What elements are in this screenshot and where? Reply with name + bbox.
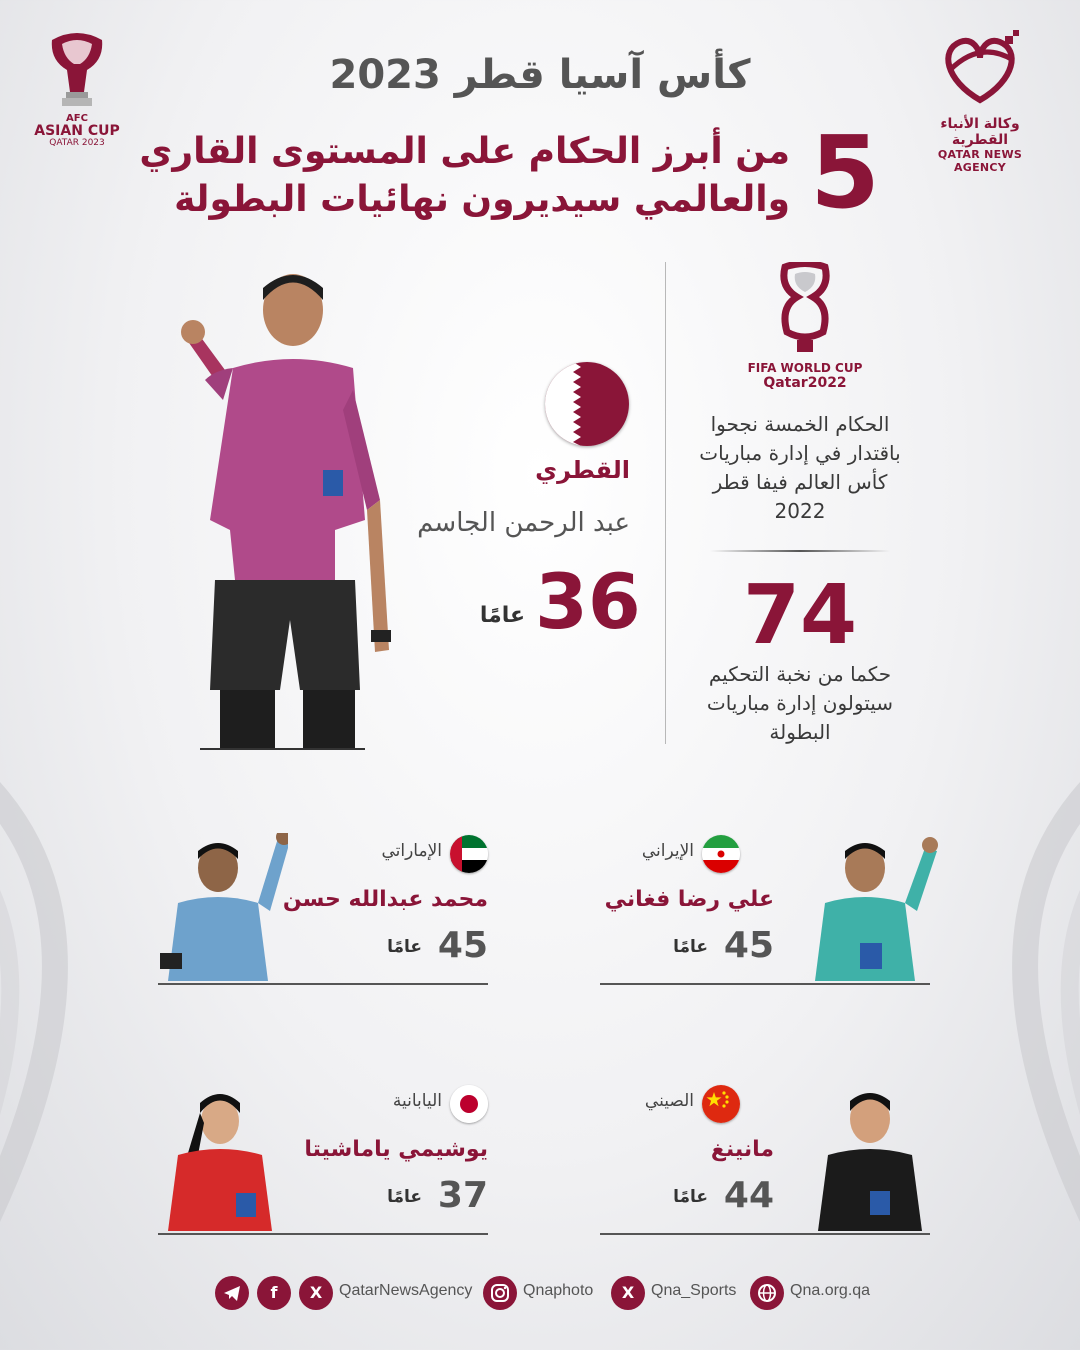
facebook-icon[interactable]: f	[257, 1276, 291, 1310]
x-icon[interactable]: X	[611, 1276, 645, 1310]
fifa-world-cup-logo	[740, 262, 870, 397]
featured-nationality: القطري	[535, 456, 630, 484]
referee-nationality: الإيراني	[641, 841, 694, 861]
instagram-icon[interactable]	[483, 1276, 517, 1310]
uae-flag-icon	[450, 835, 488, 873]
headline	[139, 128, 790, 224]
referee-nationality: اليابانية	[392, 1091, 442, 1111]
qatar-2023-label: QATAR 2023	[49, 138, 105, 148]
world-cup-description: الحكام الخمسة نجحوا باقتدار في إدارة مباريات كأس العالم فيفا قطر 2022	[699, 412, 901, 523]
referee-years-label: عامًا	[387, 1187, 422, 1207]
featured-years-label: عامًا	[479, 603, 525, 628]
world-cup-label: FIFA WORLD CUP	[747, 361, 863, 375]
footer-handle-sports[interactable]: Qna_Sports	[651, 1282, 737, 1299]
referee-name: علي رضا فغاني	[604, 887, 774, 912]
referee-years-label: عامًا	[387, 937, 422, 957]
globe-icon[interactable]	[750, 1276, 784, 1310]
iran-flag-icon	[702, 835, 740, 873]
featured-name: عبد الرحمن الجاسم	[417, 508, 630, 538]
featured-age: 36	[535, 557, 641, 646]
referee-age: 45	[723, 925, 774, 966]
referee-photo	[810, 1083, 940, 1233]
afc-label: AFC	[66, 113, 88, 124]
card-baseline	[600, 983, 930, 985]
referee-card-iran	[600, 835, 930, 985]
featured-referee-baseline	[200, 748, 365, 750]
referee-card-uae	[158, 835, 488, 985]
japan-flag-icon	[450, 1085, 488, 1123]
footer-handle-main[interactable]: QatarNewsAgency	[339, 1282, 473, 1299]
card-baseline	[158, 983, 488, 985]
x-icon[interactable]: X	[299, 1276, 333, 1310]
referee-photo	[158, 833, 288, 983]
referee-photo	[158, 1083, 288, 1233]
referee-name: مانينغ	[710, 1137, 774, 1162]
decorative-swoosh-right	[940, 690, 1080, 1330]
referee-name: محمد عبدالله حسن	[282, 887, 488, 912]
qna-english-name: QATAR NEWS AGENCY	[937, 148, 1023, 174]
referee-card-japan	[158, 1085, 488, 1235]
featured-referee-photo	[175, 270, 405, 750]
horizontal-divider	[710, 550, 890, 552]
referee-card-china	[600, 1085, 930, 1235]
asian-cup-label: ASIAN CUP	[34, 123, 120, 139]
decorative-swoosh-left	[0, 690, 140, 1330]
headline-number: 5	[810, 114, 880, 231]
event-title: كأس آسيا قطر 2023	[329, 52, 751, 98]
referee-nationality: الإماراتي	[381, 841, 442, 861]
referee-age: 44	[723, 1175, 774, 1216]
referees-count-description: حكما من نخبة التحكيم سيتولون إدارة مباريات البطولة	[706, 662, 894, 744]
qatar-2022-label: Qatar2022	[763, 375, 847, 391]
card-baseline	[600, 1233, 930, 1235]
headline-line-2: والعالمي سيديرون نهائيات البطولة	[174, 179, 790, 220]
footer-website[interactable]: Qna.org.qa	[790, 1282, 871, 1299]
referee-years-label: عامًا	[673, 937, 708, 957]
telegram-icon[interactable]	[215, 1276, 249, 1310]
china-flag-icon	[702, 1085, 740, 1123]
referee-years-label: عامًا	[673, 1187, 708, 1207]
social-footer	[0, 1268, 1080, 1318]
referee-photo	[810, 833, 940, 983]
referee-age: 45	[437, 925, 488, 966]
referee-age: 37	[437, 1175, 488, 1216]
referee-name: يوشيمي ياماشيتا	[304, 1137, 488, 1162]
referees-count: 74	[742, 568, 858, 663]
footer-handle-photo[interactable]: Qnaphoto	[523, 1282, 594, 1299]
referee-nationality: الصيني	[644, 1091, 694, 1111]
vertical-divider	[665, 262, 666, 744]
card-baseline	[158, 1233, 488, 1235]
headline-line-1: من أبرز الحكام على المستوى القاري	[139, 131, 790, 172]
qna-arabic-name: وكالة الأنباء القطرية	[940, 116, 1020, 148]
world-cup-emblem-icon	[775, 262, 835, 357]
qatar-flag-icon	[545, 362, 629, 446]
